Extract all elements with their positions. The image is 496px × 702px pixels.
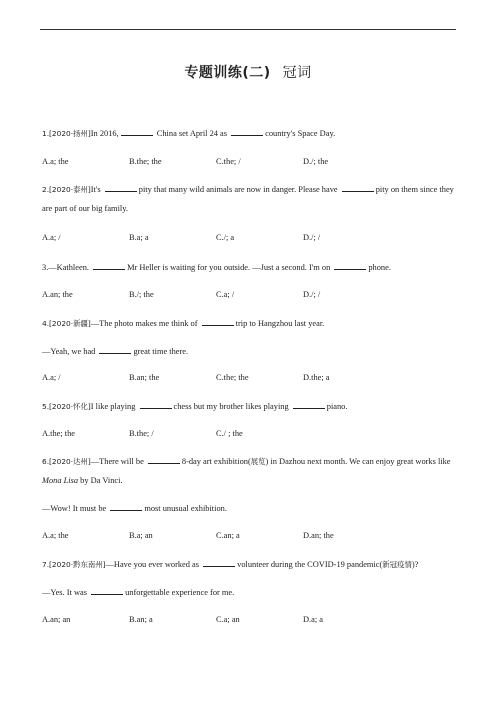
option-d[interactable]: D.an; the [303, 531, 334, 540]
option-c[interactable]: C.a; / [216, 290, 235, 299]
question-6-reply: —Wow! It must be most unusual exhibition. [42, 504, 227, 513]
answer-blank[interactable] [202, 318, 234, 326]
question-tag: 6.[2020·达州] [42, 457, 91, 466]
question-tag: 4.[2020·新疆] [42, 319, 91, 328]
answer-blank[interactable] [105, 184, 137, 192]
question-tag: 5.[2020·怀化] [42, 402, 91, 411]
option-d[interactable]: D./; the [303, 157, 329, 166]
question-tag: 1.[2020·扬州] [42, 129, 91, 138]
answer-blank[interactable] [140, 401, 172, 409]
option-b[interactable]: B.a; a [129, 233, 149, 242]
question-tag: 3. [42, 263, 49, 272]
answer-blank[interactable] [231, 128, 263, 136]
option-d[interactable]: D./; / [303, 290, 321, 299]
header-rule [40, 29, 456, 30]
question-4: 4.[2020·新疆]—The photo makes me think of trip to Hangzhou last year. [42, 319, 325, 328]
answer-blank[interactable] [334, 262, 366, 270]
answer-blank[interactable] [93, 262, 125, 270]
title-main: 专题训练(二) [184, 65, 271, 81]
option-b[interactable]: B.the; / [129, 429, 154, 438]
option-a[interactable]: A.an; the [42, 290, 73, 299]
option-a[interactable]: A.an; an [42, 615, 71, 624]
option-b[interactable]: B.an; the [129, 373, 160, 382]
answer-blank[interactable] [121, 128, 153, 136]
page-title [0, 62, 496, 82]
answer-blank[interactable] [91, 587, 123, 595]
artwork-title: Mona Lisa [42, 476, 79, 485]
option-c[interactable]: C.the; / [216, 157, 241, 166]
question-7: 7.[2020·黔东南州]—Have you ever worked as volunteer during the COVID-19 pandemic(新冠疫情)? [42, 560, 419, 569]
answer-blank[interactable] [203, 559, 235, 567]
option-d[interactable]: D.a; a [303, 615, 323, 624]
option-a[interactable]: A.the; the [42, 429, 76, 438]
option-c[interactable]: C.the; the [216, 373, 249, 382]
question-tag: 2.[2020·泰州] [42, 185, 91, 194]
option-c[interactable]: C./; a [216, 233, 235, 242]
question-7-reply: —Yes. It was unforgettable experience for me. [42, 588, 235, 597]
option-c[interactable]: C.a; an [216, 615, 240, 624]
question-1: 1.[2020·扬州]In 2016, China set April 24 as country's Space Day. [42, 129, 336, 138]
option-b[interactable]: B.the; the [129, 157, 162, 166]
answer-blank[interactable] [148, 456, 180, 464]
option-b[interactable]: B.an; a [129, 615, 153, 624]
option-a[interactable]: A.a; / [42, 373, 61, 382]
option-d[interactable]: D./; / [303, 233, 321, 242]
answer-blank[interactable] [110, 503, 142, 511]
option-a[interactable]: A.a; / [42, 233, 61, 242]
option-c[interactable]: C./ ; the [216, 429, 243, 438]
option-a[interactable]: A.a; the [42, 157, 69, 166]
question-2: 2.[2020·泰州]It's pity that many wild animals are now in danger. Please have pity on them since they are part of our big family. [42, 185, 454, 213]
question-5: 5.[2020·怀化]I like playing chess but my brother likes playing piano. [42, 402, 348, 411]
option-b[interactable]: B.a; an [129, 531, 153, 540]
question-tag: 7.[2020·黔东南州] [42, 560, 106, 569]
question-6: 6.[2020·达州]—There will be 8-day art exhibition(展览) in Dazhou next month. We can enjoy great works like Mona Lisa by Da Vinci. [42, 457, 451, 485]
answer-blank[interactable] [293, 401, 325, 409]
option-d[interactable]: D.the; a [303, 373, 330, 382]
answer-blank[interactable] [342, 184, 374, 192]
option-a[interactable]: A.a; the [42, 531, 69, 540]
title-sub: 冠词 [282, 65, 312, 81]
answer-blank[interactable] [99, 346, 131, 354]
question-3: 3.—Kathleen. Mr Heller is waiting for you outside. —Just a second. I'm on phone. [42, 263, 391, 272]
question-4-reply: —Yeah, we had great time there. [42, 347, 189, 356]
option-b[interactable]: B./; the [129, 290, 154, 299]
option-c[interactable]: C.an; a [216, 531, 240, 540]
